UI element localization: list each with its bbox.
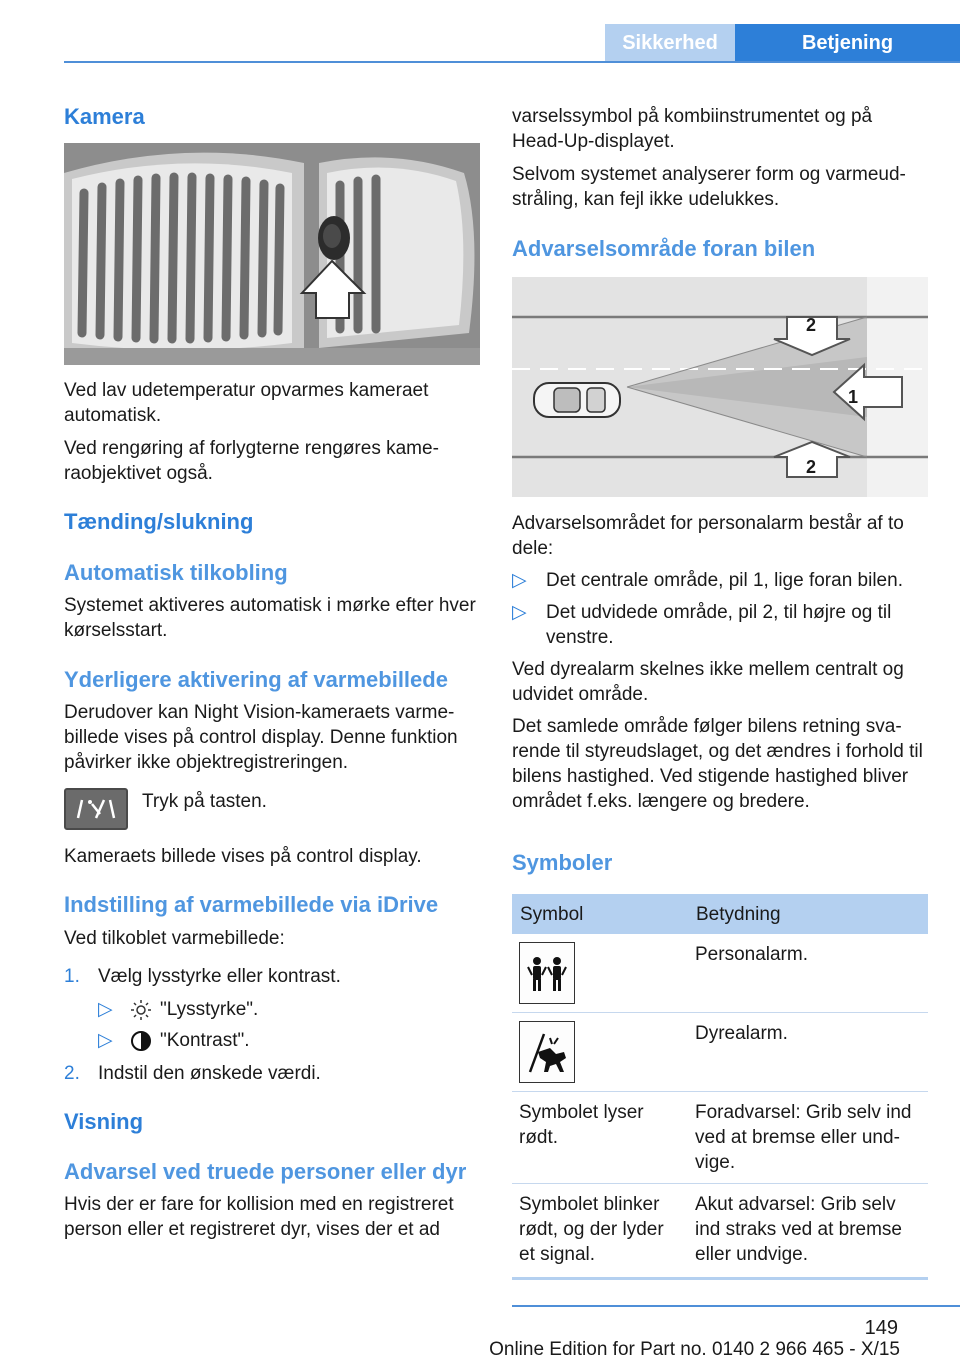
table-row bbox=[512, 1092, 928, 1184]
symbol-cell bbox=[512, 1013, 688, 1092]
kidney-grille-camera-illustration bbox=[64, 143, 480, 365]
section-title-warning-zone: Advarselsområde foran bilen bbox=[512, 236, 816, 261]
tab-betjening[interactable]: Betjening bbox=[735, 24, 960, 63]
warning-zone-figure bbox=[512, 277, 928, 497]
subsection-title-idrive: Indstilling af varmebillede via iDrive bbox=[64, 892, 439, 917]
section-title-symbols: Symboler bbox=[512, 850, 613, 875]
subsection-title-auto: Automatisk tilkobling bbox=[64, 560, 288, 585]
zone-paragraph: Advarselsområdet for personalarm består af to dele: bbox=[512, 513, 904, 559]
display-paragraph: Kameraets billede vises på control display. bbox=[64, 846, 422, 867]
meaning-cell: Personalarm. bbox=[688, 934, 928, 1013]
section-title-camera: Kamera bbox=[64, 104, 145, 129]
extra-paragraph: Derudover kan Night Vision-kameraets varmebillede vises på control display. Denne funktion påvirker ikke objektregistreringen. bbox=[64, 702, 458, 773]
camera-paragraph-1: Ved lav udetemperatur opvarmes kameraet automatisk. bbox=[64, 380, 429, 426]
night-vision-button-icon bbox=[64, 788, 128, 830]
symbol-cell bbox=[512, 934, 688, 1013]
continued-paragraph: varselssymbol på kombiinstrumentet og på Head-Up-displayet. bbox=[512, 106, 873, 152]
page-number: 149 bbox=[864, 1317, 898, 1339]
table-row bbox=[512, 934, 928, 1013]
symbol-cell: Symbolet lyser rødt. bbox=[512, 1092, 688, 1184]
edition-note: Online Edition for Part no. 0140 2 966 465 - X/15 bbox=[489, 1339, 900, 1360]
table-header-row bbox=[512, 894, 928, 934]
col-header-meaning: Betydning bbox=[688, 894, 928, 934]
figure-label-arrow-2-bottom: 2 bbox=[806, 457, 817, 477]
auto-paragraph: Systemet aktiveres automatisk i mørke efter hver kørselsstart. bbox=[64, 595, 476, 641]
step-number: 2. bbox=[64, 1063, 80, 1084]
tab-sikkerhed[interactable]: Sikkerhed bbox=[605, 24, 735, 63]
animal-paragraph: Ved dyrealarm skelnes ikke mellem centralt og udvidet område. bbox=[512, 659, 904, 705]
figure-label-arrow-1: 1 bbox=[848, 387, 859, 407]
total-zone-paragraph: Det samlede område følger bilens retning svarende til styreudslaget, og det ændres i forhold til bilens hastighed. Ved stigende hastighed bliver området f.eks. længere og bredere. bbox=[512, 716, 923, 812]
button-instruction: Tryk på tasten. bbox=[142, 791, 267, 812]
footer-rule bbox=[512, 1305, 960, 1307]
contrast-icon bbox=[130, 1030, 152, 1059]
section-title-onoff: Tænding/slukning bbox=[64, 509, 254, 534]
sun-icon bbox=[130, 999, 152, 1028]
warning-paragraph: Hvis der er fare for kollision med en registreret person eller et registreret dyr, vises der et ad bbox=[64, 1194, 454, 1240]
bullet-marker: ▷ bbox=[98, 1030, 113, 1051]
symbols-table bbox=[512, 894, 928, 1280]
symbol-cell: Symbolet blinker rødt, og der lyder et signal. bbox=[512, 1184, 688, 1279]
table-row bbox=[512, 1184, 928, 1279]
col-header-symbol: Symbol bbox=[512, 894, 688, 934]
idrive-paragraph: Ved tilkoblet varmebillede: bbox=[64, 928, 285, 949]
camera-figure bbox=[64, 143, 480, 365]
step-number: 1. bbox=[64, 966, 80, 987]
subsection-title-warning: Advarsel ved truede personer eller dyr bbox=[64, 1159, 467, 1184]
table-row bbox=[512, 1013, 928, 1092]
bullet-marker: ▷ bbox=[512, 570, 527, 591]
header-rule bbox=[64, 61, 960, 63]
animal-warning-icon bbox=[519, 1021, 575, 1083]
analysis-paragraph: Selvom systemet analyserer form og varmeudstråling, kan fejl ikke udelukkes. bbox=[512, 164, 906, 210]
figure-label-arrow-2-top: 2 bbox=[806, 315, 817, 335]
pedestrian-warning-icon bbox=[519, 942, 575, 1004]
car-icon bbox=[534, 383, 620, 417]
section-title-view: Visning bbox=[64, 1109, 144, 1134]
meaning-cell: Foradvarsel: Grib selv ind ved at bremse eller undvige. bbox=[688, 1092, 928, 1184]
camera-paragraph-2: Ved rengøring af forlygterne rengøres kameraobjektivet også. bbox=[64, 438, 439, 484]
meaning-cell: Akut advarsel: Grib selv ind straks ved at bremse eller undvige. bbox=[688, 1184, 928, 1279]
bullet-marker: ▷ bbox=[512, 602, 527, 623]
bullet-marker: ▷ bbox=[98, 999, 113, 1020]
subsection-title-extra: Yderligere aktivering af varmebillede bbox=[64, 667, 448, 692]
warning-zone-diagram bbox=[512, 277, 928, 497]
meaning-cell: Dyrealarm. bbox=[688, 1013, 928, 1092]
